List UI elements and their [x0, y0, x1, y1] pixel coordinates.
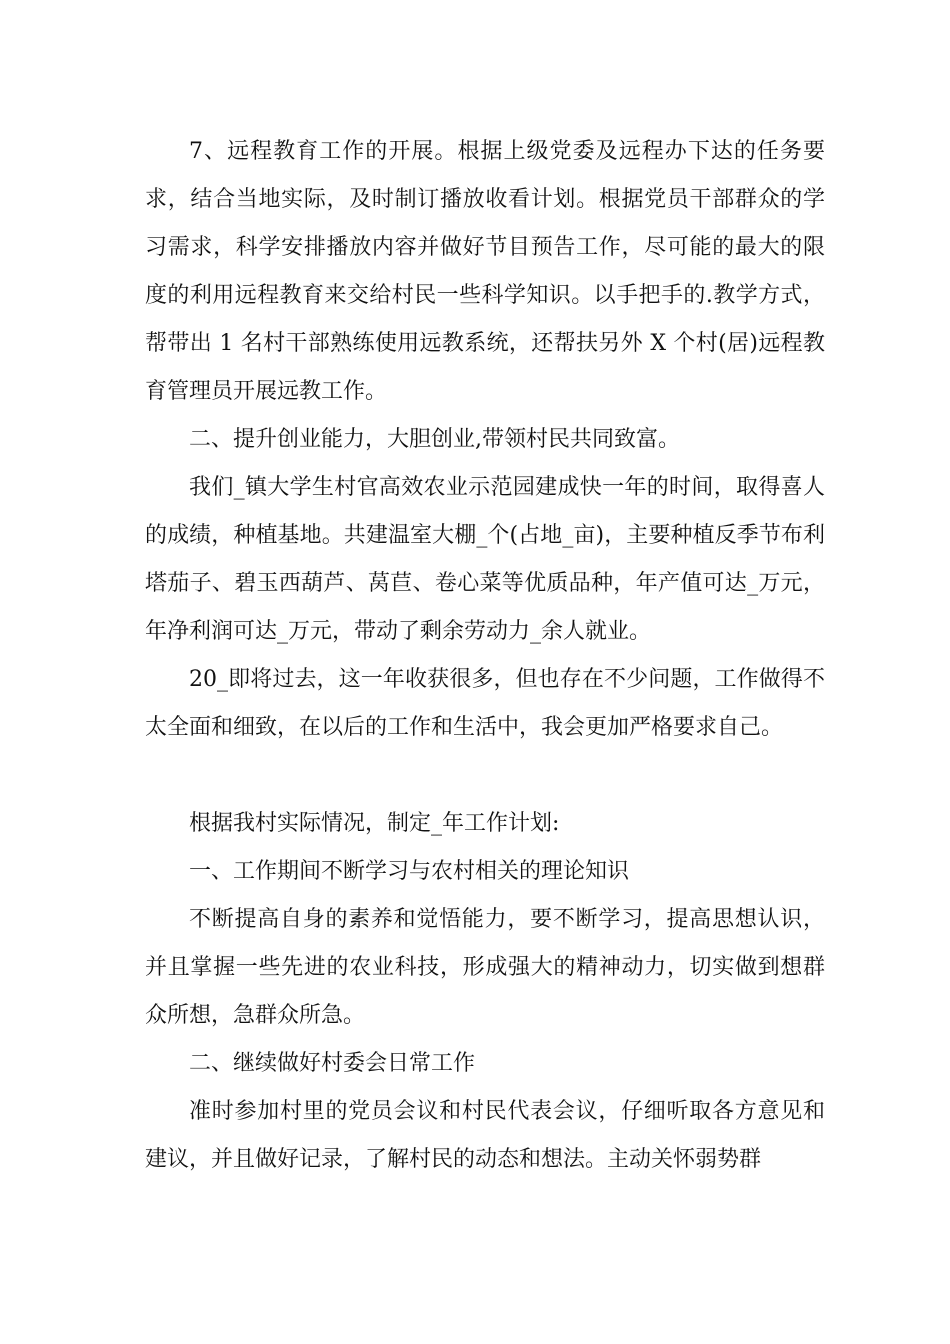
heading-study-theory: 一、工作期间不断学习与农村相关的理论知识	[189, 859, 630, 884]
section-gap	[145, 752, 825, 800]
paragraph-study-details: 不断提高自身的素养和觉悟能力，要不断学习，提高思想认识，并且掌握一些先进的农业科技，形成强大的精神动力，切实做到想群众所想，急群众所急。	[145, 907, 825, 1028]
paragraph-daily-work-details: 准时参加村里的党员会议和村民代表会议，仔细听取各方意见和建议，并且做好记录，了解村民的动态和想法。主动关怀弱势群	[145, 1099, 825, 1172]
paragraph-year-summary: 20_即将过去，这一年收获很多，但也存在不少问题，工作做得不太全面和细致，在以后的工作和生活中，我会更加严格要求自己。	[145, 667, 825, 740]
heading-daily-work: 二、继续做好村委会日常工作	[189, 1051, 476, 1076]
paragraph-plan-intro: 根据我村实际情况，制定_年工作计划:	[189, 811, 560, 836]
heading-entrepreneurship: 二、提升创业能力，大胆创业,带领村民共同致富。	[189, 427, 680, 452]
document-body	[145, 128, 825, 1184]
paragraph-remote-education: 7、远程教育工作的开展。根据上级党委及远程办下达的任务要求，结合当地实际，及时制订播放收看计划。根据党员干部群众的学习需求，科学安排播放内容并做好节目预告工作，尽可能的最大的限度的利用远程教育来交给村民一些科学知识。以手把手的.教学方式，帮带出 1 名村干部熟练使用远教系统，还帮扶另外 X 个村(居)远程教育管理员开展远教工作。	[145, 139, 825, 404]
paragraph-demo-park: 我们_镇大学生村官高效农业示范园建成快一年的时间，取得喜人的成绩，种植基地。共建温室大棚_个(占地_亩)，主要种植反季节布利塔茄子、碧玉西葫芦、莴苣、卷心菜等优质品种，年产值可达_万元，年净利润可达_万元，带动了剩余劳动力_余人就业。	[145, 475, 825, 644]
